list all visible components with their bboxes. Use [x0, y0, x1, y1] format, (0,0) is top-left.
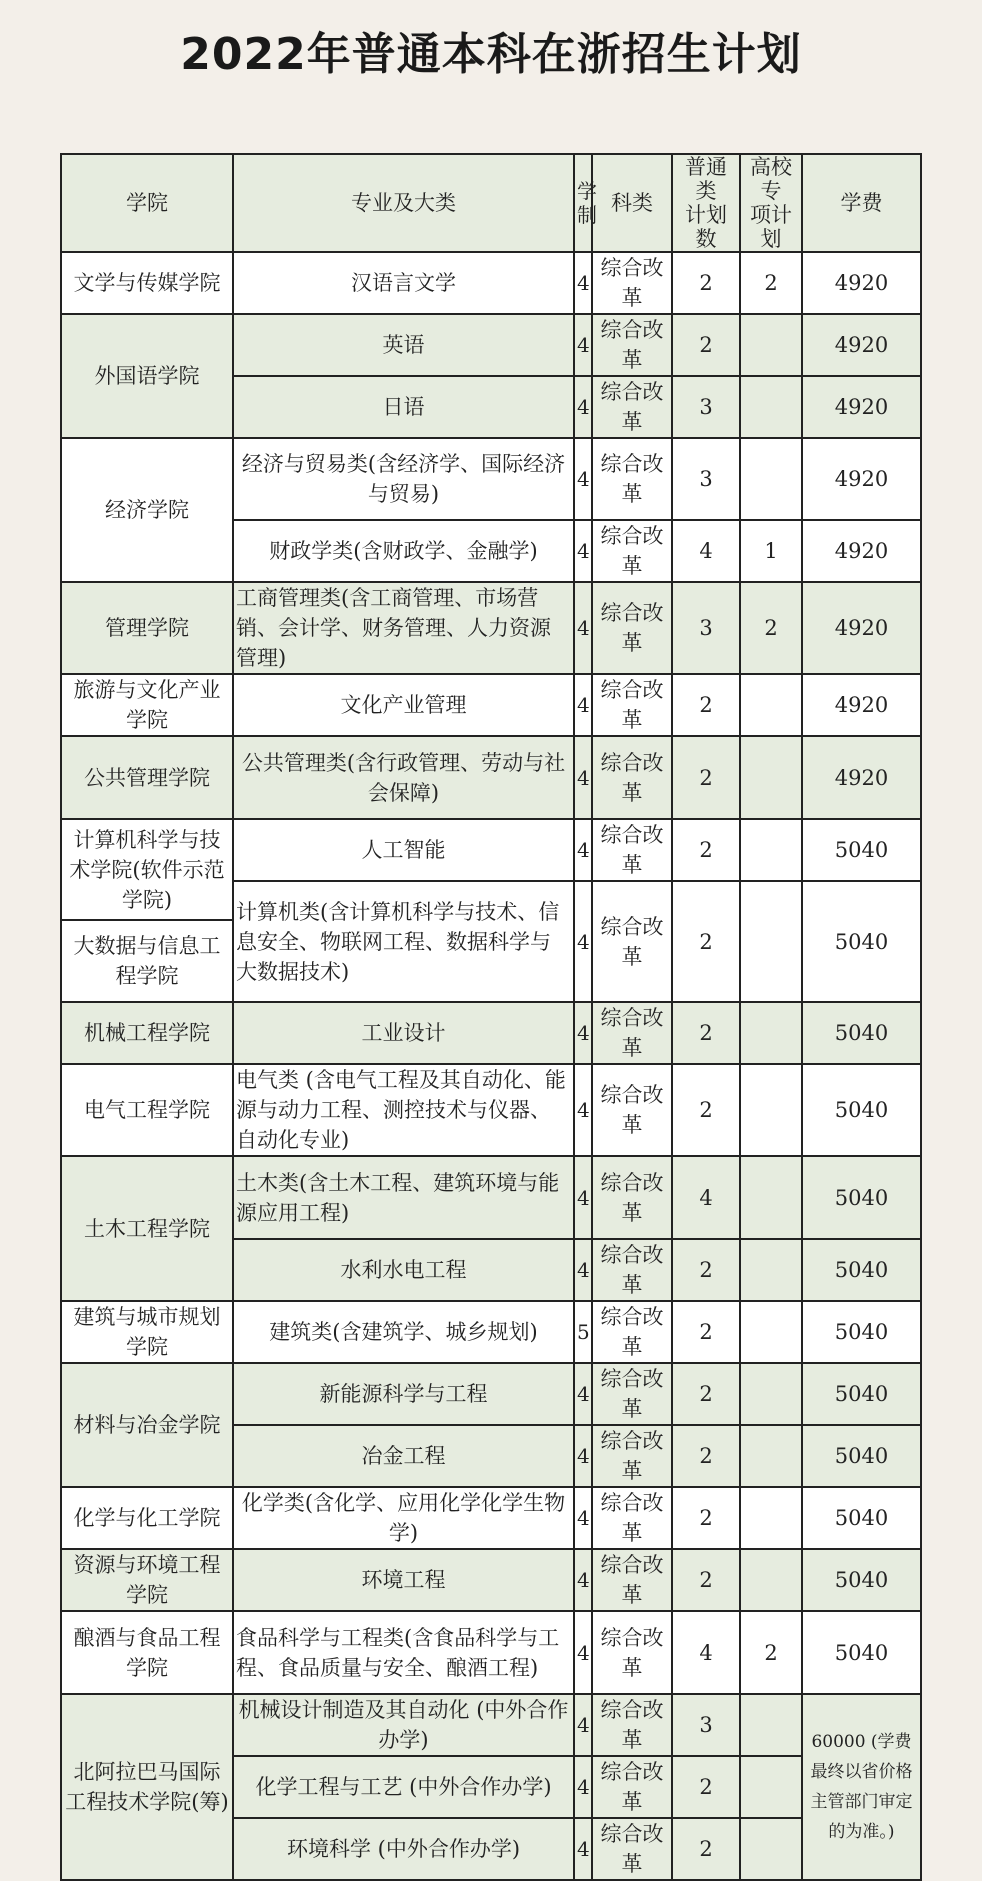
- fee-cell: 5040: [802, 1425, 921, 1487]
- subject-cell: 综合改革: [592, 252, 672, 314]
- plan-cell: 3: [672, 438, 740, 520]
- enrollment-plan-table: [60, 153, 922, 1881]
- plan-cell: 2: [672, 1756, 740, 1818]
- subject-cell: 综合改革: [592, 582, 672, 674]
- page-title: 2022年普通本科在浙招生计划: [180, 29, 802, 80]
- college-cell: 旅游与文化产业学院: [61, 674, 233, 736]
- subject-cell: 综合改革: [592, 1002, 672, 1064]
- plan-cell: 4: [672, 520, 740, 582]
- subject-cell: 综合改革: [592, 674, 672, 736]
- fee-cell: 5040: [802, 1611, 921, 1694]
- plan-cell: 2: [672, 1301, 740, 1363]
- header-row: [61, 154, 921, 252]
- table-row: [61, 674, 921, 736]
- plan-cell: 4: [672, 1611, 740, 1694]
- major-cell: 化学工程与工艺 (中外合作办学): [233, 1756, 574, 1818]
- plan-cell: 2: [672, 1363, 740, 1425]
- plan-cell: 2: [672, 881, 740, 1002]
- plan-cell: 4: [672, 1156, 740, 1239]
- fee-cell: 4920: [802, 252, 921, 314]
- fee-cell: 5040: [802, 1002, 921, 1064]
- subject-cell: 综合改革: [592, 1239, 672, 1301]
- plan-cell: 2: [672, 252, 740, 314]
- header-duration: 学 制: [574, 154, 592, 252]
- subject-cell: 综合改革: [592, 1611, 672, 1694]
- fee-cell: 5040: [802, 819, 921, 881]
- plan-cell: 2: [672, 1487, 740, 1549]
- fee-cell: 4920: [802, 674, 921, 736]
- plan-cell: 2: [672, 674, 740, 736]
- major-cell: 工业设计: [233, 1002, 574, 1064]
- fee-cell: 5040: [802, 1239, 921, 1301]
- plan-cell: 2: [672, 1239, 740, 1301]
- duration-cell: 4: [574, 582, 592, 674]
- plan-cell: 2: [672, 1818, 740, 1880]
- special-cell: 2: [740, 1611, 802, 1694]
- subject-cell: 综合改革: [592, 1818, 672, 1880]
- plan-cell: 2: [672, 819, 740, 881]
- subject-cell: 综合改革: [592, 1425, 672, 1487]
- duration-cell: 4: [574, 1549, 592, 1611]
- plan-cell: 3: [672, 376, 740, 438]
- major-cell: 日语: [233, 376, 574, 438]
- table-row: [61, 1301, 921, 1363]
- plan-cell: 2: [672, 314, 740, 376]
- table-row: [61, 819, 921, 881]
- college-cell: 电气工程学院: [61, 1064, 233, 1156]
- subject-cell: 综合改革: [592, 314, 672, 376]
- special-cell: [740, 1818, 802, 1880]
- college-cell: 经济学院: [61, 438, 233, 582]
- college-cell: 材料与冶金学院: [61, 1363, 233, 1487]
- fee-cell: 4920: [802, 314, 921, 376]
- major-cell: 文化产业管理: [233, 674, 574, 736]
- special-cell: [740, 1549, 802, 1611]
- table-row: [61, 582, 921, 674]
- special-cell: [740, 1156, 802, 1239]
- header-subject: 科类: [592, 154, 672, 252]
- college-cell: 文学与传媒学院: [61, 252, 233, 314]
- major-cell: 机械设计制造及其自动化 (中外合作办学): [233, 1694, 574, 1756]
- special-cell: [740, 736, 802, 819]
- header-college: 学院: [61, 154, 233, 252]
- header-special: 高校专 项计划: [740, 154, 802, 252]
- fee-cell: 5040: [802, 1064, 921, 1156]
- table-row: [61, 1156, 921, 1239]
- table-row: [61, 438, 921, 520]
- college-cell: 机械工程学院: [61, 1002, 233, 1064]
- subject-cell: 综合改革: [592, 819, 672, 881]
- college-cell: 土木工程学院: [61, 1156, 233, 1301]
- major-cell: 公共管理类(含行政管理、劳动与社会保障): [233, 736, 574, 819]
- plan-cell: 2: [672, 1549, 740, 1611]
- subject-cell: 综合改革: [592, 1363, 672, 1425]
- table-row: [61, 314, 921, 376]
- plan-cell: 2: [672, 1002, 740, 1064]
- plan-cell: 2: [672, 1425, 740, 1487]
- fee-cell: 4920: [802, 438, 921, 520]
- header-fee: 学费: [802, 154, 921, 252]
- college-cell: 管理学院: [61, 582, 233, 674]
- subject-cell: 综合改革: [592, 736, 672, 819]
- plan-cell: 3: [672, 1694, 740, 1756]
- duration-cell: 4: [574, 314, 592, 376]
- special-cell: [740, 819, 802, 881]
- duration-cell: 4: [574, 736, 592, 819]
- fee-cell: 4920: [802, 376, 921, 438]
- plan-cell: 2: [672, 736, 740, 819]
- special-cell: [740, 1301, 802, 1363]
- duration-cell: 4: [574, 1425, 592, 1487]
- special-cell: [740, 1002, 802, 1064]
- table-row: [61, 1694, 921, 1756]
- table-row: [61, 1549, 921, 1611]
- special-cell: 1: [740, 520, 802, 582]
- duration-cell: 4: [574, 819, 592, 881]
- subject-cell: 综合改革: [592, 1756, 672, 1818]
- special-cell: 2: [740, 252, 802, 314]
- header-major: 专业及大类: [233, 154, 574, 252]
- college-cell: 北阿拉巴马国际工程技术学院(筹): [61, 1694, 233, 1880]
- special-cell: [740, 881, 802, 1002]
- duration-cell: 4: [574, 252, 592, 314]
- major-cell: 环境科学 (中外合作办学): [233, 1818, 574, 1880]
- subject-cell: 综合改革: [592, 1487, 672, 1549]
- plan-cell: 3: [672, 582, 740, 674]
- duration-cell: 4: [574, 1002, 592, 1064]
- duration-cell: 4: [574, 1818, 592, 1880]
- major-cell: 环境工程: [233, 1549, 574, 1611]
- college-cell: 公共管理学院: [61, 736, 233, 819]
- special-cell: [740, 1756, 802, 1818]
- subject-cell: 综合改革: [592, 1549, 672, 1611]
- duration-cell: 4: [574, 1756, 592, 1818]
- subject-cell: 综合改革: [592, 1064, 672, 1156]
- duration-cell: 4: [574, 1064, 592, 1156]
- table-row: [61, 1487, 921, 1549]
- special-cell: [740, 1363, 802, 1425]
- subject-cell: 综合改革: [592, 1301, 672, 1363]
- college-cell: 酿酒与食品工程学院: [61, 1611, 233, 1694]
- fee-cell: 5040: [802, 1363, 921, 1425]
- duration-cell: 4: [574, 1363, 592, 1425]
- major-cell: 建筑类(含建筑学、城乡规划): [233, 1301, 574, 1363]
- special-cell: [740, 314, 802, 376]
- table-row: [61, 1002, 921, 1064]
- fee-cell: 4920: [802, 582, 921, 674]
- table-row: [61, 1363, 921, 1425]
- college-cell: 建筑与城市规划学院: [61, 1301, 233, 1363]
- table-row: [61, 1064, 921, 1156]
- header-plan: 普通类 计划数: [672, 154, 740, 252]
- duration-cell: 4: [574, 881, 592, 1002]
- duration-cell: 4: [574, 376, 592, 438]
- major-cell: 水利水电工程: [233, 1239, 574, 1301]
- major-cell: 汉语言文学: [233, 252, 574, 314]
- special-cell: 2: [740, 582, 802, 674]
- special-cell: [740, 674, 802, 736]
- subject-cell: 综合改革: [592, 1156, 672, 1239]
- special-cell: [740, 438, 802, 520]
- fee-cell: 5040: [802, 1487, 921, 1549]
- fee-cell: 5040: [802, 1549, 921, 1611]
- fee-cell: 5040: [802, 1156, 921, 1239]
- plan-cell: 2: [672, 1064, 740, 1156]
- fee-cell: 4920: [802, 520, 921, 582]
- major-cell: 人工智能: [233, 819, 574, 881]
- table-row: [61, 1611, 921, 1694]
- major-cell: 土木类(含土木工程、建筑环境与能源应用工程): [233, 1156, 574, 1239]
- special-cell: [740, 1239, 802, 1301]
- college-cell: 资源与环境工程学院: [61, 1549, 233, 1611]
- major-cell: 工商管理类(含工商管理、市场营销、会计学、财务管理、人力资源管理): [233, 582, 574, 674]
- duration-cell: 4: [574, 1694, 592, 1756]
- subject-cell: 综合改革: [592, 438, 672, 520]
- subject-cell: 综合改革: [592, 1694, 672, 1756]
- duration-cell: 4: [574, 1156, 592, 1239]
- special-cell: [740, 1064, 802, 1156]
- fee-note-cell: 60000 (学费最终以省价格主管部门审定的为准。): [802, 1694, 921, 1880]
- table-row: [61, 252, 921, 314]
- major-cell: 化学类(含化学、应用化学化学生物学): [233, 1487, 574, 1549]
- special-cell: [740, 376, 802, 438]
- duration-cell: 4: [574, 1487, 592, 1549]
- duration-cell: 4: [574, 1611, 592, 1694]
- duration-cell: 4: [574, 674, 592, 736]
- college-cell: 计算机科学与技术学院(软件示范学院): [61, 819, 233, 920]
- fee-cell: 5040: [802, 881, 921, 1002]
- major-cell: 新能源科学与工程: [233, 1363, 574, 1425]
- college-cell: 大数据与信息工程学院: [61, 920, 233, 1002]
- subject-cell: 综合改革: [592, 881, 672, 1002]
- major-cell: 计算机类(含计算机科学与技术、信息安全、物联网工程、数据科学与大数据技术): [233, 881, 574, 1002]
- duration-cell: 5: [574, 1301, 592, 1363]
- duration-cell: 4: [574, 438, 592, 520]
- fee-cell: 4920: [802, 736, 921, 819]
- table-row: [61, 736, 921, 819]
- major-cell: 食品科学与工程类(含食品科学与工程、食品质量与安全、酿酒工程): [233, 1611, 574, 1694]
- major-cell: 冶金工程: [233, 1425, 574, 1487]
- college-cell: 化学与化工学院: [61, 1487, 233, 1549]
- major-cell: 电气类 (含电气工程及其自动化、能源与动力工程、测控技术与仪器、自动化专业): [233, 1064, 574, 1156]
- duration-cell: 4: [574, 520, 592, 582]
- special-cell: [740, 1425, 802, 1487]
- special-cell: [740, 1694, 802, 1756]
- major-cell: 经济与贸易类(含经济学、国际经济与贸易): [233, 438, 574, 520]
- special-cell: [740, 1487, 802, 1549]
- college-cell: 外国语学院: [61, 314, 233, 438]
- fee-cell: 5040: [802, 1301, 921, 1363]
- major-cell: 财政学类(含财政学、金融学): [233, 520, 574, 582]
- subject-cell: 综合改革: [592, 376, 672, 438]
- duration-cell: 4: [574, 1239, 592, 1301]
- major-cell: 英语: [233, 314, 574, 376]
- subject-cell: 综合改革: [592, 520, 672, 582]
